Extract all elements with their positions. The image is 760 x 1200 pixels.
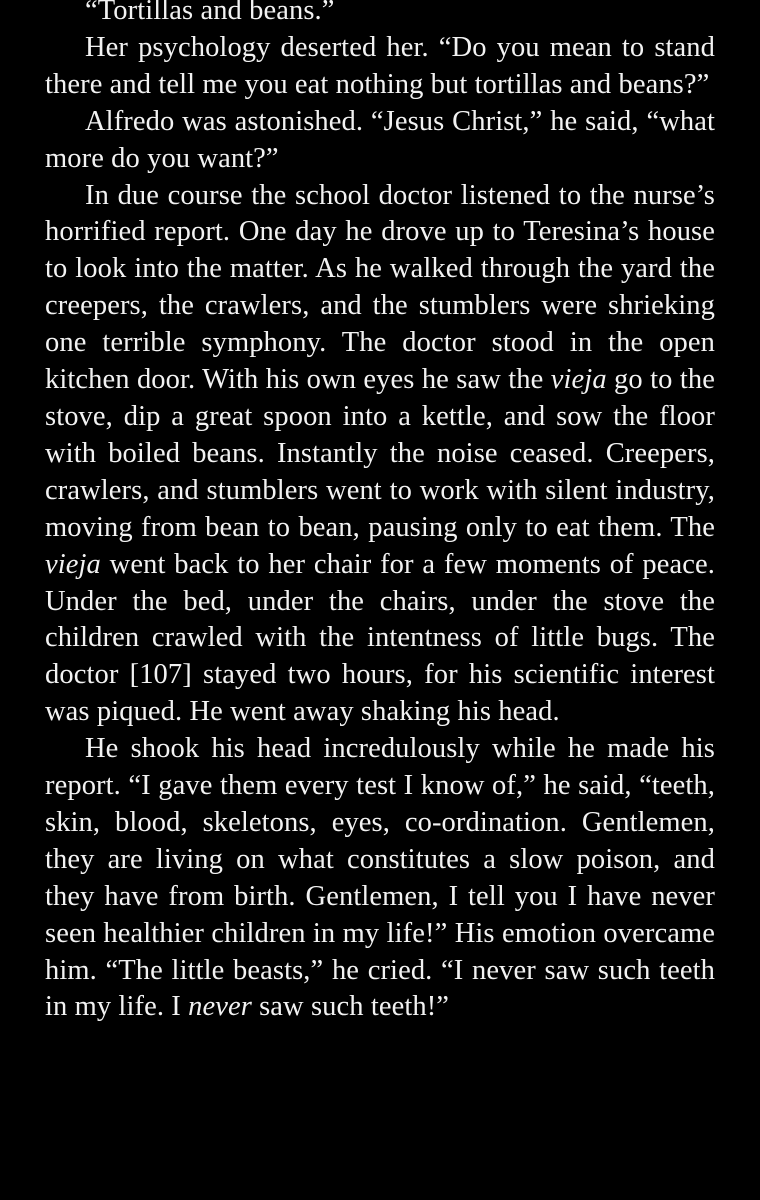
italic-text: vieja — [550, 364, 607, 396]
paragraph — [45, 178, 715, 732]
text-run: In due course the school doctor listened to the nurse’s horrified report. One day he drove up to Teresina’s house to look into the matter. As he walked through the yard the creepers, the crawlers, and the stumblers were shrieking one terrible symphony. The doctor stood in the open kitchen door. With his own eyes he saw the — [45, 179, 715, 396]
paragraph — [45, 104, 715, 178]
text-run: “Tortillas and beans.” — [85, 0, 335, 26]
paragraph — [45, 0, 715, 30]
text-column — [45, 0, 715, 1026]
italic-text: never — [188, 991, 252, 1023]
text-run: Her psychology deserted her. “Do you mean to stand there and tell me you eat nothing but tortillas and beans?” — [45, 31, 715, 100]
text-run: go to the stove, dip a great spoon into a kettle, and sow the floor with boiled beans. Instantly the noise ceased. Creepers, crawlers, and stumblers went to work with silent industry, moving from bean to bean, pausing only to eat them. The — [45, 364, 715, 543]
text-run: saw such teeth!” — [251, 991, 450, 1023]
text-run: Alfredo was astonished. “Jesus Christ,” he said, “what more do you want?” — [45, 105, 715, 174]
text-run: went back to her chair for a few moments of peace. Under the bed, under the chairs, under the stove the children crawled with the intentness of little bugs. The doctor [107] stayed two hours, for his scientific interest was piqued. He went away shaking his head. — [45, 548, 715, 728]
paragraph — [45, 30, 715, 104]
italic-text: vieja — [45, 548, 101, 580]
text-run: He shook his head incredulously while he made his report. “I gave them every test I know of,” he said, “teeth, skin, blood, skeletons, eyes, co-ordination. Gentlemen, they are living on what constitutes a slow poison, and they have from birth. Gentlemen, I tell you I have never seen healthier children in my life!” His emotion overcame him. “The little beasts,” he cried. “I never saw such teeth in my life. I — [45, 733, 715, 1023]
paragraph — [45, 731, 715, 1026]
